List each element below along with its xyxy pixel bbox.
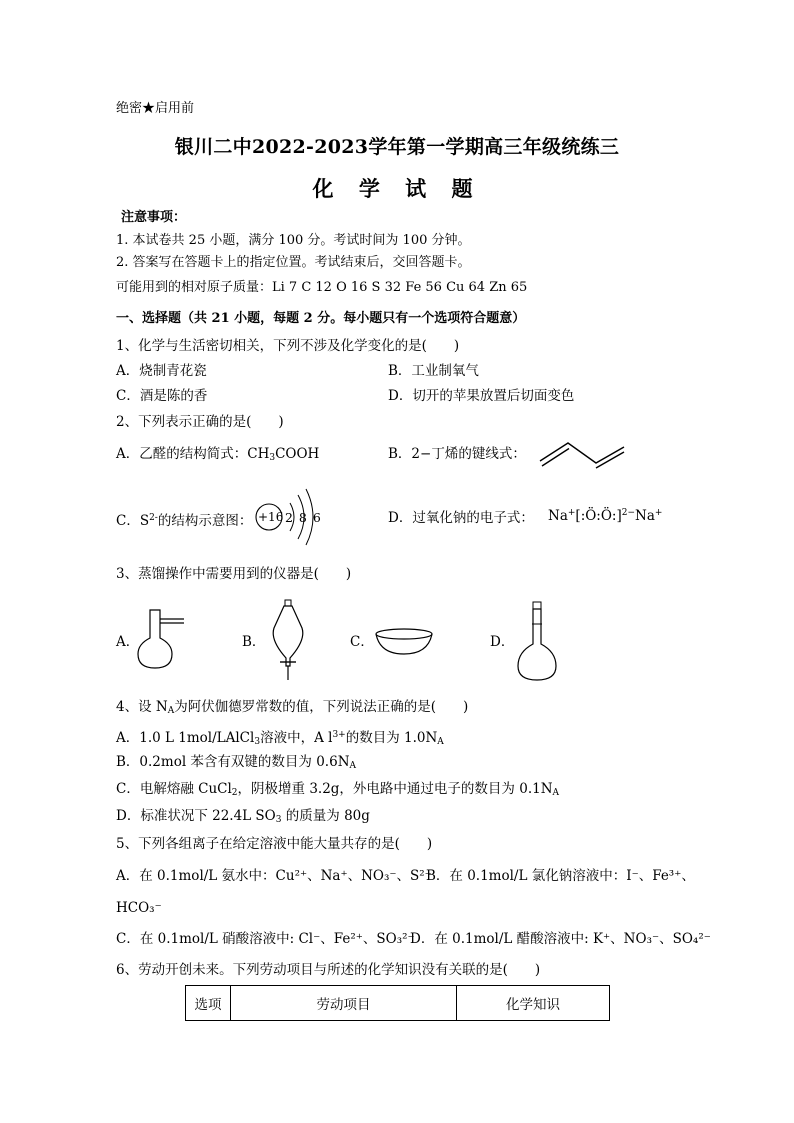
q4-stem-a: 4、设 N: [116, 699, 168, 715]
volumetric-flask-icon: [514, 600, 562, 684]
q2-a-label: A．乙醛的结构简式：: [116, 446, 248, 462]
q4-d-text: D．标准状况下 22.4L SO: [116, 808, 276, 824]
q2-option-b: B．2−丁烯的键线式：: [388, 446, 526, 462]
q4-a-sup: 3+: [332, 730, 346, 740]
q3-stem: 3、蒸馏操作中需要用到的仪器是( ): [116, 566, 352, 582]
q4-stem-b: 为阿伏伽德罗常数的值，下列说法正确的是( ): [174, 699, 469, 715]
q6-table: [185, 985, 610, 1021]
q4-a-sub2: A: [437, 737, 444, 747]
q4-a-sub1: 3: [254, 737, 261, 747]
q2-option-d: D．过氧化钠的电子式：: [388, 510, 534, 526]
q4-b-text: B．0.2mol 苯含有双键的数目为 0.6N: [116, 754, 350, 770]
sodium-peroxide-formula: [548, 508, 662, 524]
q5-option-b-continued: HCO₃⁻: [116, 900, 162, 916]
q4-a-tail: 的数目为 1.0N: [345, 730, 438, 746]
q4-option-b: [116, 754, 356, 775]
q3-option-b: B．: [242, 634, 266, 650]
notice-item-1: 1. 本试卷共 25 小题，满分 100 分。考试时间为 100 分钟。: [116, 233, 471, 248]
peroxide-charge: 2−: [621, 508, 636, 518]
q2-option-c: [116, 510, 252, 530]
q1-option-c: C．酒是陈的香: [116, 388, 208, 404]
q5-option-c: C．在 0.1mol/L 硝酸溶液中: Cl⁻、Fe²⁺、SO₃²⁻: [116, 931, 415, 947]
q5-option-a: A．在 0.1mol/L 氨水中：Cu²⁺、Na⁺、NO₃⁻、S²⁻: [116, 868, 432, 884]
na-charge-2: +: [654, 508, 663, 518]
distillation-flask-icon: [134, 604, 188, 670]
q3-option-c: C．: [350, 634, 374, 650]
q4-stem: [116, 699, 468, 720]
q4-stem-sub: A: [167, 706, 175, 716]
q2-a-formula: CH: [247, 446, 270, 462]
q4-d-tail: 的质量为 80g: [281, 808, 370, 824]
na-cation-2: Na: [635, 508, 655, 524]
q5-option-b: B．在 0.1mol/L 氯化钠溶液中：I⁻、Fe³⁺、: [426, 868, 695, 884]
atomic-masses: 可能用到的相对原子质量：Li 7 C 12 O 16 S 32 Fe 56 Cu 64 Zn 65: [116, 280, 528, 295]
q1-stem: 1、化学与生活密切相关，下列不涉及化学变化的是( ): [116, 338, 460, 354]
q2-stem: 2、下列表示正确的是( ): [116, 414, 284, 430]
nucleus-charge: +16: [258, 510, 284, 524]
exam-title: 银川二中2022-2023学年第一学期高三年级统练三: [174, 136, 620, 158]
q4-option-c: [116, 781, 559, 802]
table-header-chem-knowledge: 化学知识: [506, 997, 560, 1013]
exam-subject: 化 学 试 题: [312, 176, 482, 201]
q5-option-d: D．在 0.1mol/L 醋酸溶液中: K⁺、NO₃⁻、SO₄²⁻: [410, 931, 711, 947]
table-header-option: 选项: [186, 986, 231, 1020]
q3-option-a: A．: [116, 634, 140, 650]
separatory-funnel-icon: [266, 598, 310, 682]
q2-option-a: [116, 446, 319, 467]
na-charge-1: +: [567, 508, 576, 518]
na-cation-1: Na: [548, 508, 568, 524]
butene-skeletal-icon: [538, 437, 630, 469]
q1-option-a: A．烧制青花瓷: [116, 363, 207, 379]
peroxide-core: [:Ö:Ö:]: [575, 508, 622, 524]
q2-c-sup: 2-: [149, 513, 158, 523]
q2-a-formula-tail: COOH: [275, 446, 320, 462]
q4-a-text: A．1.0 L 1mol/LAlCl: [116, 730, 255, 746]
q4-b-sub: A: [349, 761, 357, 771]
q4-a-mid: 溶液中，A l: [260, 730, 333, 746]
table-header-labor-project: 劳动项目: [231, 986, 457, 1020]
notice-heading: 注意事项：: [121, 210, 187, 225]
q4-option-d: [116, 808, 370, 829]
q2-a-sub: 3: [269, 453, 276, 463]
q5-stem: 5、下列各组离子在给定溶液中能大量共存的是( ): [116, 836, 433, 852]
notice-item-2: 2. 答案写在答题卡上的指定位置。考试结束后，交回答题卡。: [116, 255, 471, 270]
q4-c-sub1: 2: [231, 788, 238, 798]
q6-stem: 6、劳动开创未来。下列劳动项目与所述的化学知识没有关联的是( ): [116, 962, 541, 978]
q2-c-label: C．S: [116, 513, 150, 529]
evaporating-dish-icon: [372, 624, 436, 658]
q4-option-a: [116, 727, 444, 751]
q1-option-b: B．工业制氧气: [388, 363, 479, 379]
q4-c-sub2: A: [552, 788, 560, 798]
confidential-mark: 绝密★启用前: [116, 101, 195, 116]
q1-option-d: D．切开的苹果放置后切面变色: [388, 388, 575, 404]
q3-option-d: D．: [490, 634, 515, 650]
q4-c-text: C．电解熔融 CuCl: [116, 781, 232, 797]
electron-shells: 2 8 6: [285, 510, 321, 525]
q2-c-suffix: 的结构示意图：: [157, 513, 253, 529]
q4-d-sub: 3: [275, 815, 282, 825]
q4-c-tail: ，阴极增重 3.2g，外电路中通过电子的数目为 0.1N: [237, 781, 553, 797]
section-heading: 一、选择题（共 21 小题，每题 2 分。每小题只有一个选项符合题意）: [116, 311, 526, 326]
